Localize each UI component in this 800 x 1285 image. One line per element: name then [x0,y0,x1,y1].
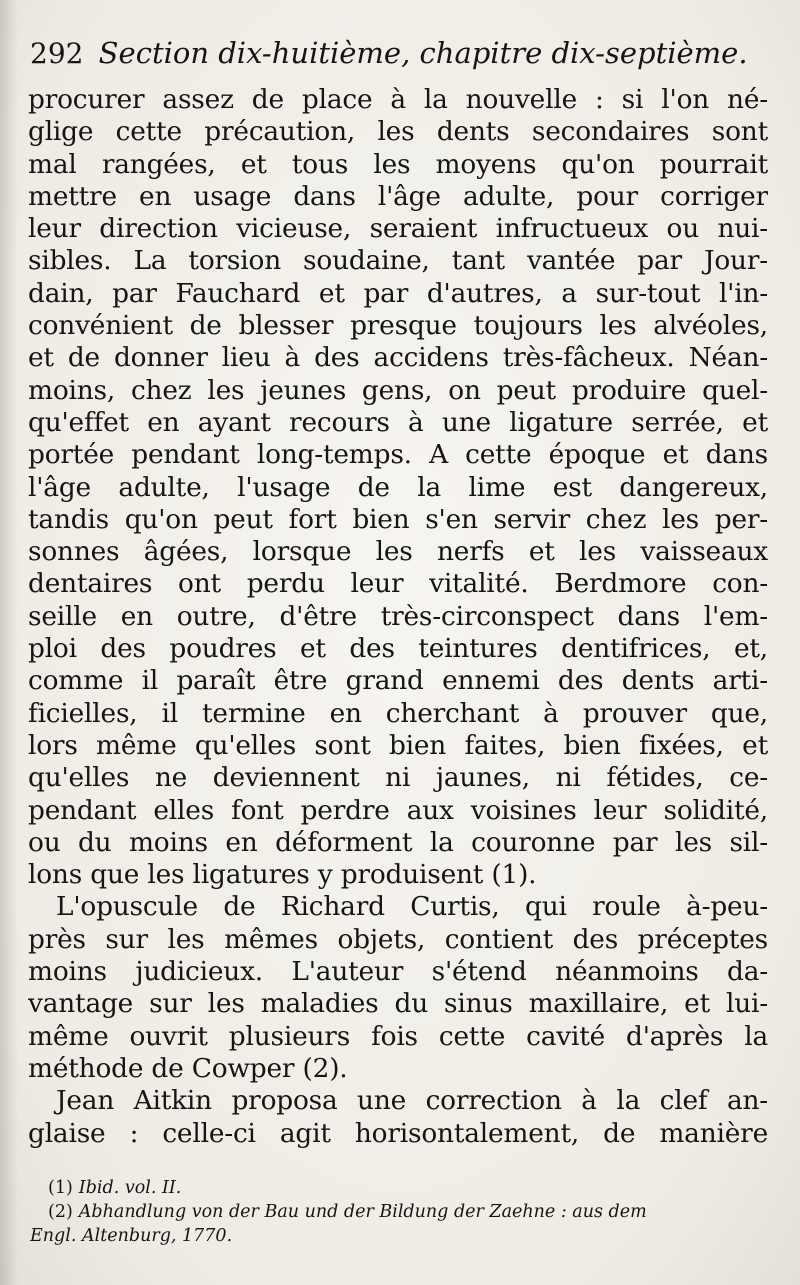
text-line: lors même qu'elles sont bien faites, bien fixées, et [28,729,768,761]
text-line: Jean Aitkin proposa une correction à la clef an- [56,1085,768,1117]
text-line: qu'elles ne deviennent ni jaunes, ni fétides, ce- [28,762,768,794]
text-line: ficielles, il termine en cherchant à prouver que, [28,697,768,729]
text-line: dentaires ont perdu leur vitalité. Berdmore con- [28,568,768,600]
text-line: glaise : celle-ci agit horisontalement, de manière [28,1117,768,1149]
text-line: moins judicieux. L'auteur s'étend néanmoins da- [28,956,768,988]
page-header [30,36,770,80]
text-line: lons que les ligatures y produisent (1). [28,859,537,891]
text-line: dain, par Fauchard et par d'autres, a sur-tout l'in- [28,277,768,309]
text-line: L'opuscule de Richard Curtis, qui roule à-peu- [56,891,768,923]
text-line: convénient de blesser presque toujours les alvéoles, [28,310,768,342]
text-line: glige cette précaution, les dents secondaires sont [28,116,768,148]
text-line: leur direction vicieuse, seraient infructueux ou nui- [28,213,768,245]
text-line: mettre en usage dans l'âge adulte, pour corriger [28,180,768,212]
text-line: ou du moins en déforment la couronne par les sil- [28,826,768,858]
text-line: qu'effet en ayant recours à une ligature serrée, et [28,406,768,438]
running-head: Section dix-huitième, chapitre dix-septième. [98,36,748,70]
text-line: près sur les mêmes objets, contient des préceptes [28,923,768,955]
text-line: l'âge adulte, l'usage de la lime est dangereux, [28,471,768,503]
text-line: mal rangées, et tous les moyens qu'on pourrait [28,148,768,180]
text-line: tandis qu'on peut fort bien s'en servir chez les per- [28,503,768,535]
text-line: ploi des poudres et des teintures dentifrices, et, [28,633,768,665]
footnote-text: Engl. Altenburg, 1770. [30,1226,233,1246]
footnote-2 [48,1200,770,1224]
footnote-marker: (1) [48,1178,73,1198]
text-line: comme il paraît être grand ennemi des dents arti- [28,665,768,697]
text-line: même ouvrit plusieurs fois cette cavité d'après la [28,1020,768,1052]
page-number: 292 [30,37,84,70]
text-line: et de donner lieu à des accidens très-fâcheux. Néan- [28,342,768,374]
footnotes [30,1176,770,1248]
gutter-shadow [0,0,18,1285]
text-line: moins, chez les jeunes gens, on peut produire quel- [28,374,768,406]
text-line: portée pendant long-temps. A cette époque et dans [28,439,768,471]
text-line: vantage sur les maladies du sinus maxillaire, et lui- [28,988,768,1020]
text-line: sibles. La torsion soudaine, tant vantée par Jour- [28,245,768,277]
footnote-text: Abhandlung von der Bau und der Bildung der Zaehne : aus dem [78,1202,647,1222]
text-line: procurer assez de place à la nouvelle : si l'on né- [28,84,768,115]
body-text [28,84,768,1150]
text-line: méthode de Cowper (2). [28,1052,348,1084]
text-line: sonnes âgées, lorsque les nerfs et les vaisseaux [28,536,768,568]
text-line: pendant elles font perdre aux voisines leur solidité, [28,794,768,826]
footnote-text: Ibid. vol. II. [78,1178,182,1198]
footnote-2-continuation [30,1224,770,1248]
footnote-1 [48,1176,770,1200]
text-line: seille en outre, d'être très-circonspect dans l'em- [28,600,768,632]
footnote-marker: (2) [48,1202,73,1222]
